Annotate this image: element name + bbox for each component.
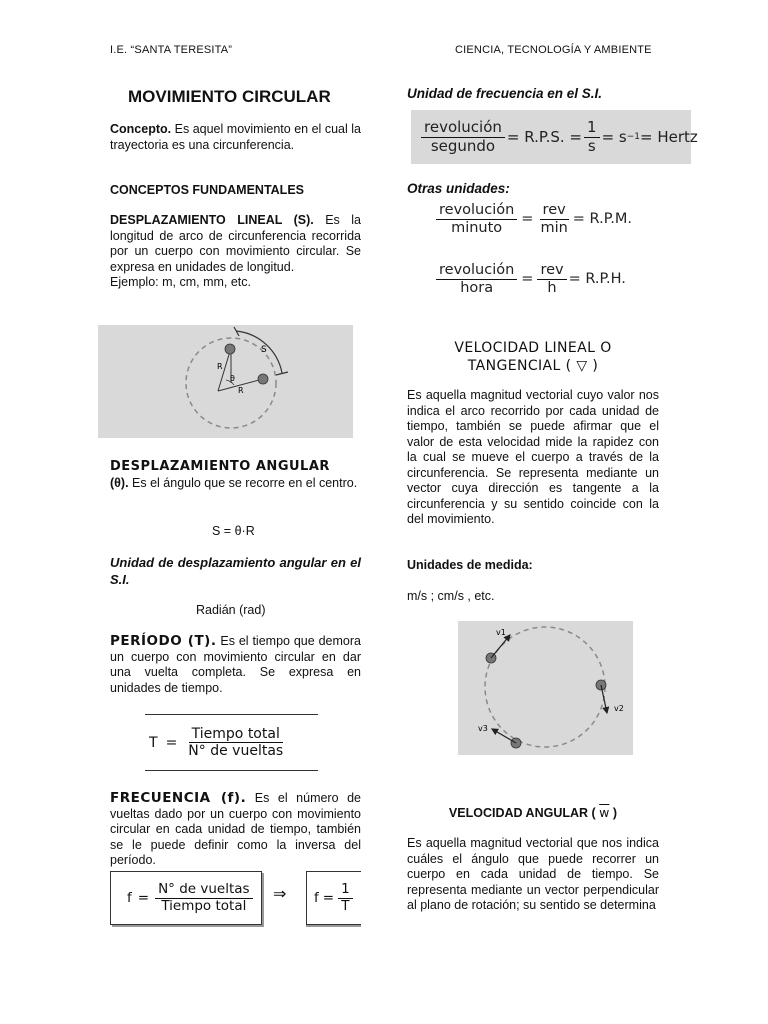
freq-lhs: f [127,890,132,906]
label-theta: θ [230,374,235,383]
rpm-num2: rev [540,202,569,220]
concepto-label: Concepto. [110,122,172,136]
hz-den: segundo [430,136,496,155]
hz-rps: = R.P.S. = [506,128,583,146]
freq2-lhs: f [314,890,319,906]
vel-lineal-paragraph: Es aquella magnitud vectorial cuyo valor nos indica el arco recorrido por cada unidad de tiempo, también se puede afirmar que el valor de esta velocidad mide la rapidez con la cual se mueve el cuerpo a través de la circunferencia. Se representa mediante un vector cuya dirección es tangente a la circunferencia y su sentido coincide con la del movimiento. [407,388,659,526]
vel-angular-paragraph: Es aquella magnitud vectorial que nos indica cuáles el ángulo que puede recorrer un cuerpo en cada unidad de tiempo. Se representa mediante un vector perpendicular al plano de rotación; su sentido se determina [407,836,659,912]
rph-den: hora [460,279,494,296]
concepto-paragraph [110,122,361,153]
desp-angular-symbol: (θ). [110,476,129,490]
body-end [258,374,268,384]
label-s: S [261,345,267,355]
label-v3: v3 [478,724,488,733]
period-eq: = [165,734,178,751]
rpm-result: = R.P.M. [572,211,632,228]
desp-lineal-paragraph [110,213,361,291]
hertz-formula [411,110,698,164]
hz-exp: −1 [626,132,640,142]
period-den: N° de vueltas [188,743,284,759]
vel-lineal-title-2: TANGENCIAL ( [467,358,572,374]
arc-figure [98,325,353,438]
vel-lineal-symbol: ▽ [576,358,588,374]
hz-rest: = s [601,128,627,146]
vel-angular-close: ) [612,806,618,820]
vel-lineal-close: ) [592,358,599,374]
rph-num2: rev [537,262,566,280]
hz-s: s [587,136,596,155]
unidad-desp-title [110,554,361,588]
period-formula [145,714,318,771]
header-subject: CIENCIA, TECNOLOGÍA Y AMBIENTE [455,44,652,56]
formula-s: S = θ·R [212,524,255,538]
hz-one: 1 [584,119,600,137]
body-start [225,344,235,354]
freq-eq: = [137,890,150,906]
frecuencia-text: Es el número de vueltas dado por un cuerpo con movimiento circular en cada unidad de tiempo, también se le puede definir como la inversa del período. [110,791,361,867]
periodo-label: PERÍODO (T). [110,633,217,649]
unidades-values: m/s ; cm/s , etc. [407,589,495,603]
rph-formula: $\frac{\text{revolución}}{\text{hora}}$ = $\frac{\text{rev}}{h}$ = R.P.H. [436,262,626,296]
unidad-frec-title: Unidad de frecuencia en el S.I. [407,86,603,101]
vel-lineal-title-1: VELOCIDAD LINEAL O [454,340,612,356]
freq2-den: T [341,897,350,914]
frequency-inverse-box [306,871,361,925]
desp-lineal-text: Es la longitud de arco de circunferencia recorrida por un cuerpo con movimiento circular. Se expresa en unidades de longitud. [110,213,361,274]
rph-den2: h [547,279,557,296]
arc-s [236,331,282,373]
desp-angular-text: Es el ángulo que se recorre en el centro. [128,476,358,490]
freq2-num: 1 [338,882,353,899]
freq-den: Tiempo total [161,897,247,914]
header-school: I.E. “SANTA TERESITA” [110,44,233,56]
hz-hertz: = Hertz [640,128,698,146]
frecuencia-paragraph [110,791,361,869]
radian-unit: Radián (rad) [196,603,266,617]
vel-angular-title: VELOCIDAD ANGULAR ( [448,806,596,820]
freq2-eq: = [322,890,335,906]
rpm-num: revolución [436,202,517,220]
frecuencia-label: FRECUENCIA (f). [110,790,247,806]
freq-num: N° de vueltas [155,882,253,899]
velocity-diagram [458,621,633,755]
desp-lineal-label: DESPLAZAMIENTO LINEAL (S). [110,213,314,227]
rpm-formula: $\frac{\text{revolución}}{\text{minuto}}$ = $\frac{\text{rev}}{\min}$ = R.P.M. [436,202,632,236]
period-lhs: T [149,734,158,751]
vel-lineal-heading [407,339,659,375]
label-v1: v1 [496,628,506,637]
fundamentales-heading: CONCEPTOS FUNDAMENTALES [110,183,304,197]
periodo-text: Es el tiempo que demora un cuerpo con movimiento circular en dar una vuelta completa. Se expresa en unidades de tiempo. [110,634,361,695]
label-r1: R [217,362,223,371]
velocity-figure [458,621,633,755]
trajectory-circle [485,627,605,747]
page-title: MOVIMIENTO CIRCULAR [128,87,331,106]
rpm-den: minuto [451,219,503,236]
vector-v1 [491,635,510,658]
vel-angular-symbol: $\overline{w}$ [599,805,610,820]
hz-num: revolución [421,119,505,137]
implies-arrow: ⇒ [273,886,287,903]
desp-angular-heading: DESPLAZAMIENTO ANGULAR [110,459,330,474]
unidad-desp-text: Unidad de desplazamiento angular en el S.I. [110,555,361,587]
periodo-paragraph [110,634,361,696]
concepto-text: Es aquel movimiento en el cual la trayectoria es una circunferencia. [110,122,361,152]
otras-unidades-title: Otras unidades: [407,181,510,196]
arc-diagram [98,325,353,438]
rph-result: = R.P.H. [568,271,626,288]
ejemplo-text: Ejemplo: m, cm, mm, etc. [110,275,251,289]
rpm-den2: min [540,219,568,236]
label-r2: R [238,386,244,395]
desp-angular-paragraph [110,476,361,492]
label-v2: v2 [614,704,624,713]
frequency-formula-box [110,871,262,925]
unidades-medida-heading: Unidades de medida: [407,558,533,572]
period-num: Tiempo total [189,726,283,743]
vel-angular-heading [407,805,659,820]
rph-num: revolución [436,262,517,280]
